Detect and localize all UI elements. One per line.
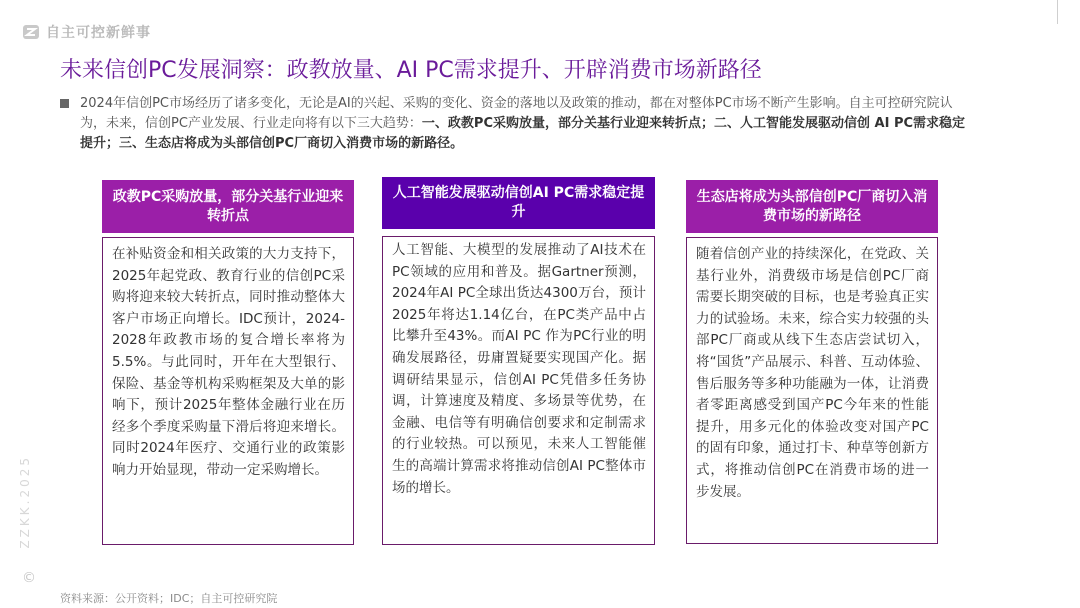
source-note: 资料来源：公开资料；IDC；自主可控研究院 (60, 592, 278, 605)
intro-text: 2024年信创PC市场经历了诸多变化，无论是AI的兴起、采购的变化、资金的落地以及政策的推动，都在对整体PC市场不断产生影响。自主可控研究院认为，未来，信创PC产业发展、行业走向将有以下三大趋势： (80, 96, 953, 131)
brand-name: 自主可控新鲜事 (46, 25, 151, 41)
copyright-icon: © (22, 570, 36, 586)
trend-body-2: 人工智能、大模型的发展推动了AI技术在PC领域的应用和普及。据Gartner预测，2024年AI PC全球出货达4300万台，预计2025年将达1.14亿台，在PC类产品中占比攀升至43%。而AI PC 作为PC行业的明确发展路径，毋庸置疑要实现国产化。据调研结果显示，信创AI PC凭借多任务协调，计算速度及精度、多场景等优势，在金融、电信等有明确信创要求和定制需求的行业较热。可以预见，未来人工智能催生的高端计算需求将推动信创AI PC整体市场的增长。 (382, 236, 655, 545)
square-bullet-icon (60, 99, 69, 108)
trend-heading-1: 政教PC采购放量，部分关基行业迎来转折点 (102, 180, 354, 233)
intro-highlight: 一、政教PC采购放量，部分关基行业迎来转折点；二、人工智能发展驱动信创 AI PC需求稳定提升；三、生态店将成为头部信创PC厂商切入消费市场的新路径。 (80, 116, 966, 151)
corner-divider (1057, 0, 1058, 24)
intro-text-block (60, 94, 972, 154)
page-title: 未来信创PC发展洞察：政教放量、AI PC需求提升、开辟消费市场新路径 (60, 58, 762, 83)
trend-heading-2: 人工智能发展驱动信创AI PC需求稳定提升 (382, 177, 655, 229)
intro-paragraph (60, 94, 972, 154)
trend-body-3: 随着信创产业的持续深化，在党政、关基行业外，消费级市场是信创PC厂商需要长期突破的目标，也是考验真正实力的试验场。未来，综合实力较强的头部PC厂商或从线下生态店尝试切入，将“国货”产品展示、科普、互动体验、售后服务等多种功能融为一体，让消费者零距离感受到国产PC今年来的性能提升，用多元化的体验改变对国产PC的固有印象，通过打卡、种草等创新方式，将推动信创PC在消费市场的进一步发展。 (686, 237, 938, 544)
brand-mark-icon (22, 23, 40, 41)
brand-logo (22, 22, 151, 42)
trend-body-1: 在补贴资金和相关政策的大力支持下，2025年起党政、教育行业的信创PC采购将迎来较大转折点，同时推动整体大客户市场正向增长。IDC预计，2024-2028年政教市场的复合增长率将为5.5%。与此同时，开年在大型银行、保险、基金等机构采购框架及大单的影响下，预计2025年整体金融行业在历经多个季度采购量下滑后将迎来增长。同时2024年医疗、交通行业的政策影响力开始显现，带动一定采购增长。 (102, 237, 354, 545)
trend-heading-3: 生态店将成为头部信创PC厂商切入消费市场的新路径 (686, 180, 938, 233)
watermark: ZZKK.2025 (18, 455, 32, 549)
